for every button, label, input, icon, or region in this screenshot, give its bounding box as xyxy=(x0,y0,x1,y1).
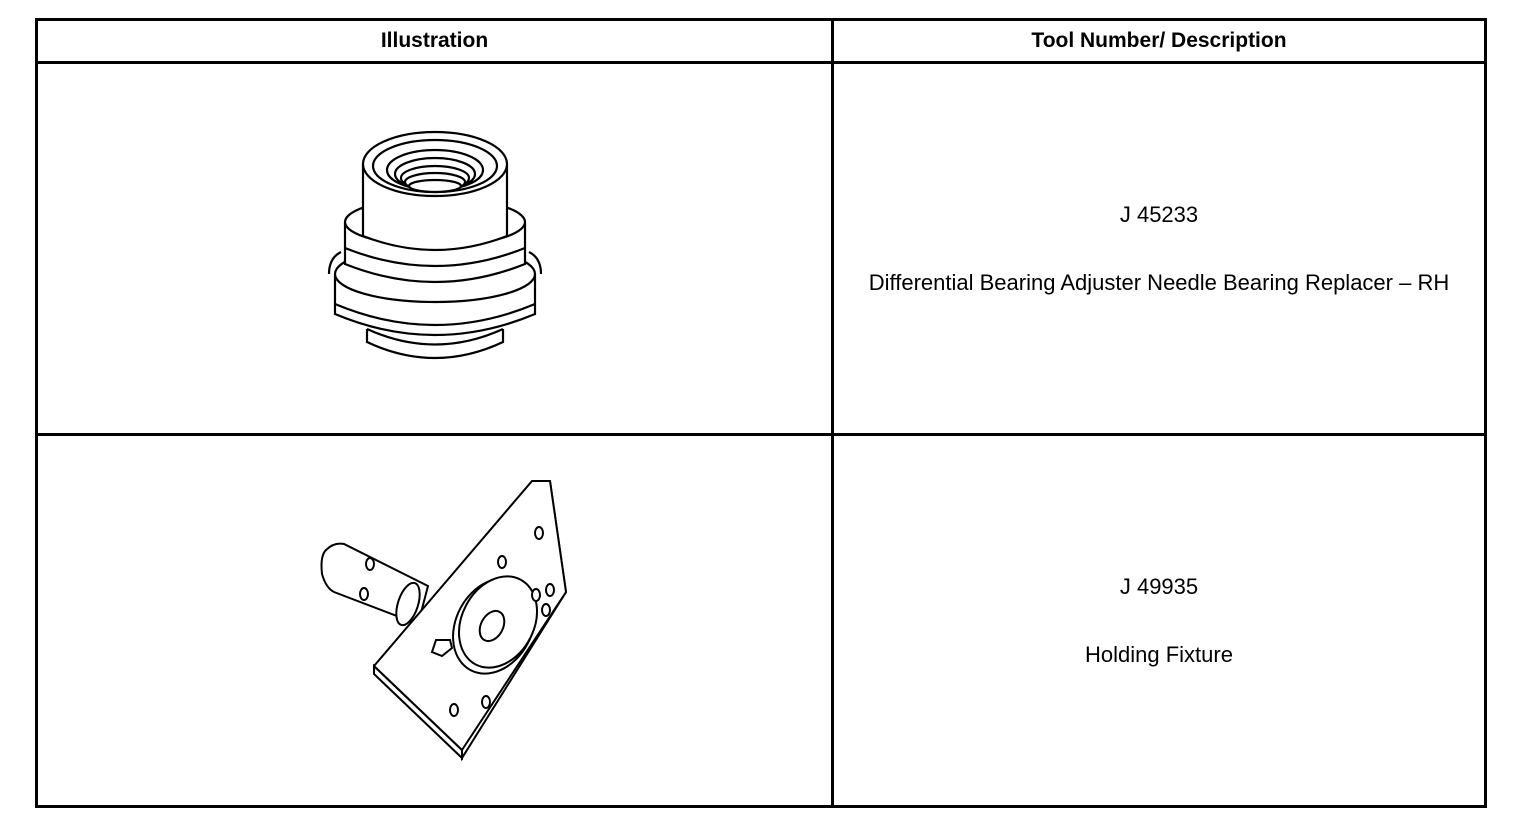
holding-fixture-tool-icon xyxy=(300,476,570,766)
header-tool-number-description: Tool Number/ Description xyxy=(833,20,1486,63)
table-header-row xyxy=(37,20,1486,63)
illustration-cell xyxy=(37,63,833,435)
table-row xyxy=(37,435,1486,807)
tool-description: Differential Bearing Adjuster Needle Bearing Replacer – RH xyxy=(868,269,1450,295)
tool-description: Holding Fixture xyxy=(1085,641,1233,667)
tool-number: J 45233 xyxy=(1119,201,1199,227)
special-tools-table xyxy=(35,18,1487,808)
tool-description-cell xyxy=(833,435,1486,807)
bearing-replacer-tool-icon xyxy=(325,124,545,374)
tool-number: J 49935 xyxy=(1119,573,1199,599)
header-illustration: Illustration xyxy=(37,20,833,63)
tool-description-cell xyxy=(833,63,1486,435)
table-row xyxy=(37,63,1486,435)
illustration-cell xyxy=(37,435,833,807)
